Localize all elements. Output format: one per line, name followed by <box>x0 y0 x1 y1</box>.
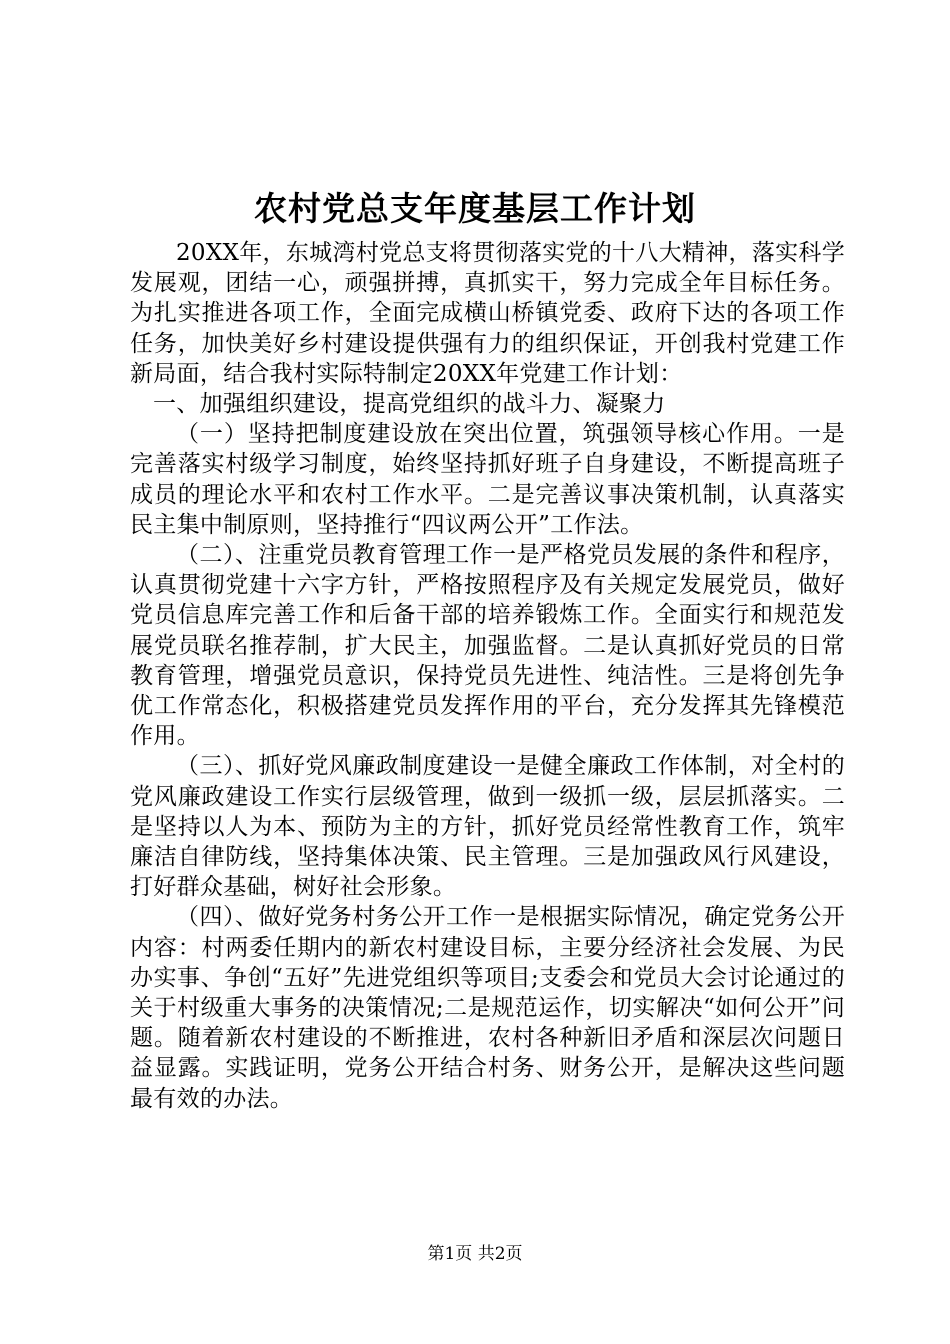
document-body <box>130 238 845 1114</box>
section-heading-1: 一、加强组织建设，提高党组织的战斗力、凝聚力 <box>153 391 666 418</box>
intro-paragraph: 20XX年，东城湾村党总支将贯彻落实党的十八大精神，落实科学发展观，团结一心，顽强拼搏，真抓实干，努力完成全年目标任务。为扎实推进各项工作，全面完成横山桥镇党委、政府下达的各项工作任务，加快美好乡村建设提供强有力的组织保证，开创我村党建工作新局面，结合我村实际特制定20XX年党建工作计划： <box>130 240 846 387</box>
document-title: 农村党总支年度基层工作计划 <box>254 189 696 228</box>
subsection-paragraph-4: （四）、做好党务村务公开工作一是根据实际情况，确定党务公开内容：村两委任期内的新农村建设目标，主要分经济社会发展、为民办实事、争创“五好”先进党组织等项目;支委会和党员大会讨论通过的关于村级重大事务的决策情况;二是规范运作，切实解决“如何公开”问题。随着新农村建设的不断推进，农村各种新旧矛盾和深层次问题日益显露。实践证明，党务公开结合村务、财务公开，是解决这些问题最有效的办法。 <box>130 904 845 1112</box>
subsection-paragraph-3: （三）、抓好党风廉政制度建设一是健全廉政工作体制，对全村的党风廉政建设工作实行层级管理，做到一级抓一级，层层抓落实。二是坚持以人为本、预防为主的方针，抓好党员经常性教育工作，筑牢廉洁自律防线，坚持集体决策、民主管理。三是加强政风行风建设，打好群众基础，树好社会形象。 <box>130 753 845 901</box>
subsection-paragraph-1: （一）坚持把制度建设放在突出位置，筑强领导核心作用。一是完善落实村级学习制度，始终坚持抓好班子自身建设，不断提高班子成员的理论水平和农村工作水平。二是完善议事决策机制，认真落实民主集中制原则，坚持推行“四议两公开”工作法。 <box>130 421 845 538</box>
page-number-footer: 第1页 共2页 <box>427 1244 523 1264</box>
subsection-paragraph-2: （二）、注重党员教育管理工作一是严格党员发展的条件和程序，认真贯彻党建十六字方针，严格按照程序及有关规定发展党员，做好党员信息库完善工作和后备干部的培养锻炼工作。全面实行和规范发展党员联名推荐制，扩大民主，加强监督。二是认真抓好党员的日常教育管理，增强党员意识，保持党员先进性、纯洁性。三是将创先争优工作常态化，积极搭建党员发挥作用的平台，充分发挥其先锋模范作用。 <box>130 542 845 750</box>
